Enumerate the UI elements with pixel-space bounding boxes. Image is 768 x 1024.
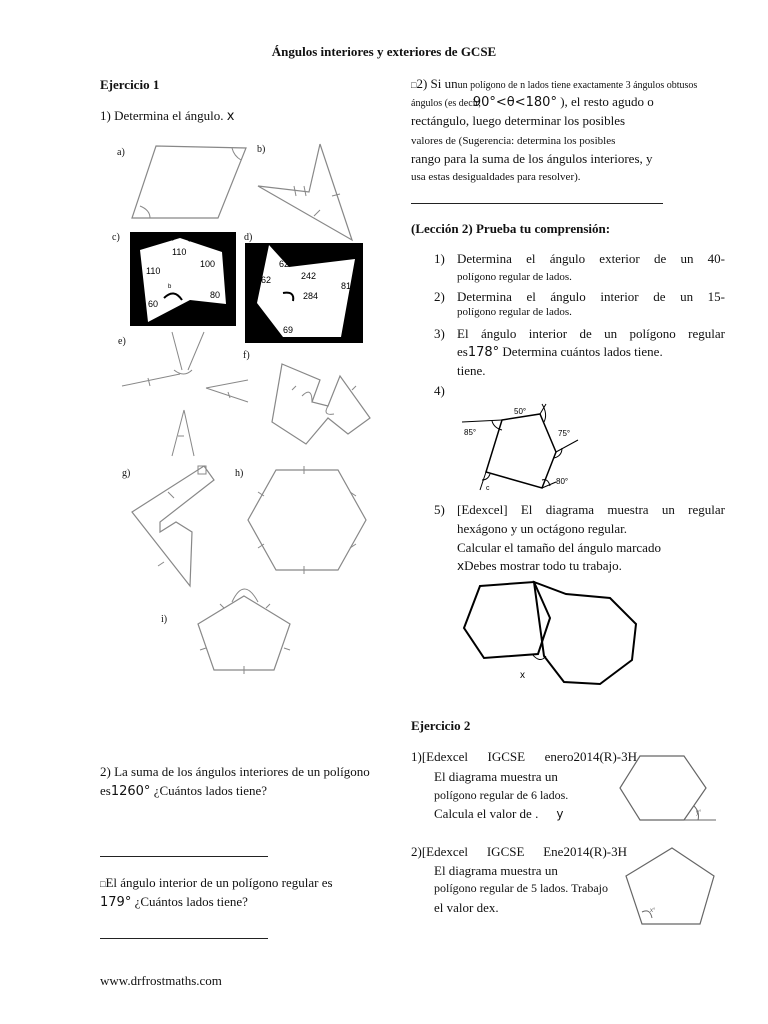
item-5-x-label: x: [520, 670, 525, 681]
footer-website[interactable]: www.drfrostmaths.com: [100, 973, 222, 988]
ex2-q1-line4: Calcula el valor de . y: [434, 806, 564, 821]
figure-e-star: [118, 330, 258, 460]
lesson-2-heading: (Lección 2) Prueba tu comprensión:: [411, 221, 611, 236]
figure-f-polygon: [268, 362, 374, 452]
d-angle-62-top: 62: [279, 259, 290, 269]
ex2-q2-x-label: x°: [650, 908, 656, 914]
fig-label-a: a): [117, 147, 125, 158]
item-5-line3: Calcular el tamaño del ángulo marcado: [457, 540, 661, 555]
challenge-line3: rectángulo, luego determinar los posibles: [411, 113, 626, 128]
item-2-number: 2): [434, 289, 445, 304]
question-2-line2: es1260° ¿Cuántos lados tiene?: [100, 783, 268, 799]
challenge-line1: □2) Si unun polígono de n lados tiene exactamente 3 ángulos obtusos: [411, 76, 698, 91]
item-5-var: x: [457, 559, 465, 573]
figure-g-polygon: [128, 462, 228, 592]
c-angle-110-top: 110: [172, 247, 187, 257]
question-3-line2: 179° ¿Cuántos lados tiene?: [100, 894, 248, 910]
fig-label-c: c): [112, 232, 120, 243]
figure-c-polygon: [130, 232, 236, 326]
box-glyph-2: □: [411, 80, 417, 90]
ex2-q1-line3: polígono regular de 6 lados.: [434, 788, 569, 802]
item-5-line2: hexágono y un octágono regular.: [457, 521, 628, 536]
ex2-q1-line2: El diagrama muestra un: [434, 769, 558, 784]
challenge-line5: rango para la suma de los ángulos interiores, y: [411, 151, 653, 166]
item-2-line1: Determina el ángulo interior de un 15-: [457, 289, 725, 304]
ex2-q2-pentagon: [624, 846, 720, 928]
item-3-line3: tiene.: [457, 363, 486, 378]
fig-label-e: e): [118, 336, 126, 347]
fig-label-i: i): [161, 614, 168, 625]
answer-line-challenge[interactable]: [411, 203, 663, 204]
figure-i-pentagon: [196, 582, 296, 674]
ex2-q1-line1: 1)[Edexcel IGCSE enero2014(R)-3H: [411, 749, 637, 764]
ex2-q1-var: y: [556, 807, 564, 821]
question-3-line1: □El ángulo interior de un polígono regular es: [100, 875, 333, 890]
box-glyph: □: [100, 879, 106, 889]
item-2-line2: polígono regular de lados.: [457, 306, 572, 318]
item-3-line1: El ángulo interior de un polígono regular: [457, 326, 725, 341]
item-1-line1: Determina el ángulo exterior de un 40-: [457, 251, 725, 266]
fig-label-b: b): [257, 144, 266, 155]
exercise-1-heading: Ejercicio 1: [100, 77, 160, 92]
exercise-2-heading: Ejercicio 2: [411, 718, 471, 733]
q4-angle-75: 75°: [558, 429, 571, 438]
item-1-number: 1): [434, 251, 445, 266]
answer-line-q2[interactable]: [100, 856, 268, 857]
challenge-line6: usa estas desigualdades para resolver).: [411, 171, 581, 183]
c-angle-80: 80: [210, 290, 221, 300]
figure-b-kite: [254, 140, 364, 245]
item-5-line4: xDebes mostrar todo tu trabajo.: [457, 558, 622, 573]
interior-angle-value: 179°: [100, 895, 132, 910]
question-2-line1: 2) La suma de los ángulos interiores de un polígono: [100, 764, 370, 779]
q4-angle-85: 85°: [464, 428, 477, 437]
item-5-number: 5): [434, 502, 445, 517]
ex2-q2-line3: polígono regular de 5 lados. Trabajo: [434, 881, 608, 895]
item-4-number: 4): [434, 383, 445, 398]
answer-line-q3[interactable]: [100, 938, 268, 939]
ex2-q2-line4: el valor dex.: [434, 900, 499, 915]
fig-label-h: h): [235, 468, 244, 479]
figure-a-parallelogram: [128, 140, 248, 230]
figure-d-polygon: [245, 243, 363, 343]
d-angle-62-left: 62: [261, 275, 272, 285]
item-3-line2: es178° Determina cuántos lados tiene.: [457, 344, 663, 360]
item-3-number: 3): [434, 326, 445, 341]
q4-angle-50: 50°: [514, 407, 527, 416]
challenge-line2: ángulos (es decir,90°<θ<180° ), el resto agudo o: [411, 94, 654, 110]
c-angle-60: 60: [148, 299, 159, 309]
q4-angle-c: c: [486, 485, 490, 492]
ex2-q2-line2: El diagrama muestra un: [434, 863, 558, 878]
item-5-line1: [Edexcel] El diagrama muestra un regular: [457, 502, 725, 517]
ex2-q2-line1: 2)[Edexcel IGCSE Ene2014(R)-3H: [411, 844, 627, 859]
d-angle-284: 284: [303, 291, 319, 301]
ex2-q1-hexagon: [618, 754, 718, 822]
item-4-pentagon: [462, 404, 592, 496]
item-5-hexagon-octagon: [460, 580, 670, 692]
c-angle-b: b: [168, 284, 172, 290]
fig-label-f: f): [243, 350, 250, 361]
fig-label-g: g): [122, 468, 131, 479]
sum-value: 1260°: [110, 784, 151, 799]
page-title: Ángulos interiores y exteriores de GCSE: [271, 44, 497, 59]
c-angle-110-left: 110: [146, 266, 161, 276]
fig-label-d: d): [244, 232, 253, 243]
q4-angle-80: 80°: [556, 477, 569, 486]
ex2-q1-y-label: y°: [696, 810, 702, 816]
figure-h-hexagon: [246, 466, 368, 576]
challenge-line4: valores de (Sugerencia: determina los posibles: [411, 135, 616, 147]
c-angle-100: 100: [200, 259, 216, 269]
item-3-value: 178°: [467, 345, 500, 360]
d-angle-69: 69: [283, 325, 294, 335]
question-1-text: 1) Determina el ángulo. x: [100, 108, 235, 124]
d-angle-81: 81: [341, 281, 352, 291]
angle-range: 90°<θ<180°: [472, 95, 557, 110]
variable-x: x: [226, 109, 235, 124]
item-1-line2: polígono regular de lados.: [457, 271, 572, 283]
d-angle-242: 242: [301, 271, 317, 281]
